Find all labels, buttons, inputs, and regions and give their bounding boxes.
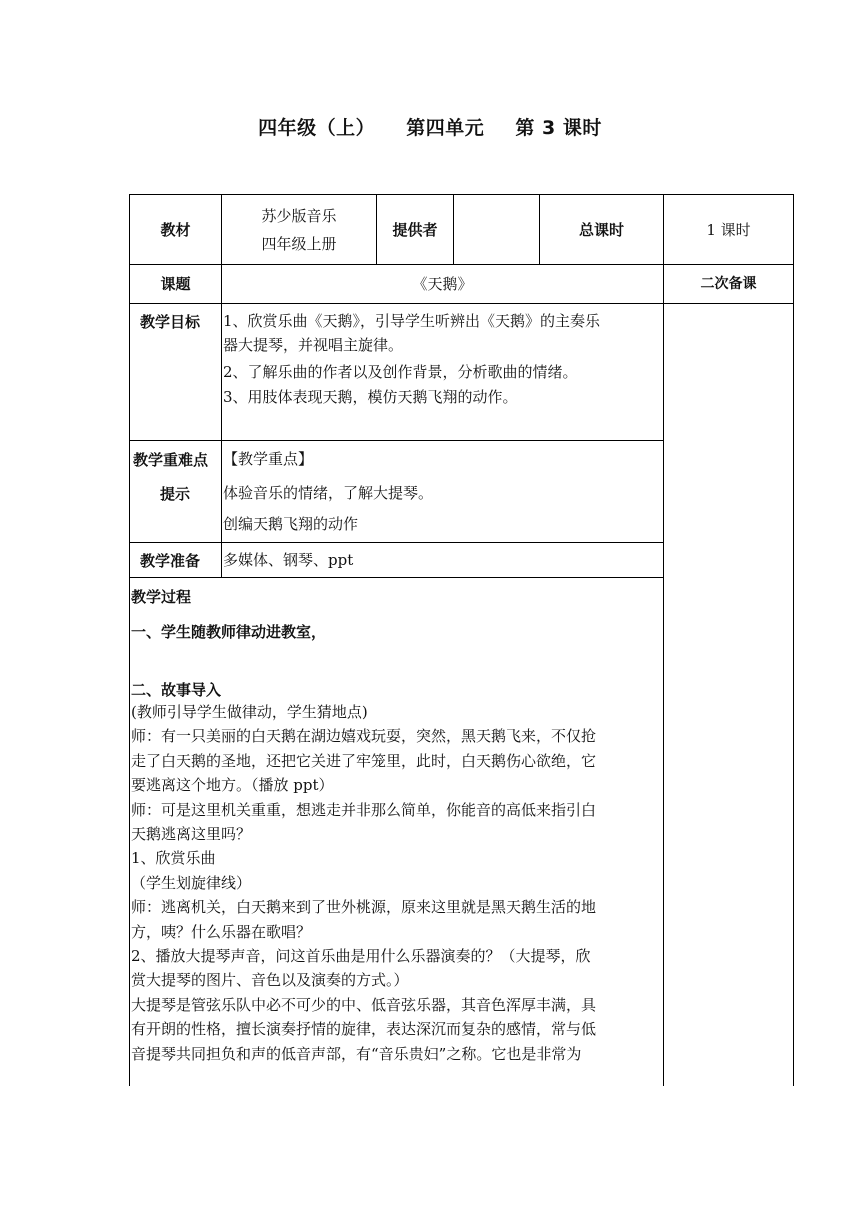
textbook-label: 教材 [160, 220, 191, 239]
textbook-value-line1: 苏少版音乐 [261, 206, 337, 225]
process-line: （学生划旋律线） [131, 873, 252, 892]
process-line: 方，咦？什么乐器在歌唱？ [131, 922, 312, 941]
process-line: 音提琴共同担负和声的低音声部，有“音乐贵妇”之称。它也是非常为 [131, 1044, 582, 1063]
process-line: (教师引导学生做律动，学生猜地点) [131, 703, 368, 721]
page-title [0, 113, 860, 140]
key-point-line: 创编天鹅飞翔的动作 [223, 515, 359, 533]
process-line: 大提琴是管弦乐队中必不可少的中、低音弦乐器，其音色浑厚丰满，具 [131, 995, 597, 1014]
topic-label: 课题 [160, 275, 191, 293]
key-points-heading: 【教学重点】 [223, 450, 314, 468]
process-line: 要逃离这个地方。（播放 ppt） [131, 776, 334, 795]
table-border-left [129, 194, 130, 1086]
table-row-line [129, 440, 664, 441]
process-step-2: 二、故事导入 [131, 681, 222, 699]
process-line: 师：可是这里机关重重，想逃走并非那么简单，你能音的高低来指引白 [131, 800, 597, 819]
process-line: 天鹅逃离这里吗？ [131, 825, 252, 844]
process-line: 师：逃离机关，白天鹅来到了世外桃源，原来这里就是黑天鹅生活的地 [131, 898, 597, 917]
process-body [131, 700, 661, 1066]
topic-value: 《天鹅》 [412, 275, 473, 293]
objective-line: 器大提琴，并视唱主旋律。 [223, 336, 404, 354]
title-unit: 第四单元 [406, 117, 485, 139]
total-hours-label: 总课时 [578, 220, 624, 239]
process-line: 1、欣赏乐曲 [131, 849, 216, 868]
process-line: 有开朗的性格，擅长演奏抒情的旋律，表达深沉而复杂的感情，常与低 [131, 1020, 597, 1039]
objective-line: 1、欣赏乐曲《天鹅》，引导学生听辨出《天鹅》的主奏乐 [223, 312, 601, 330]
textbook-value [222, 195, 376, 264]
key-points-label-hint: 提示 [160, 485, 191, 503]
process-line: 师：有一只美丽的白天鹅在湖边嬉戏玩耍，突然，黑天鹅飞来，不仅抢 [131, 727, 597, 746]
title-grade: 四年级（上） [258, 117, 376, 139]
key-points-label: 教学重难点 [133, 451, 209, 469]
process-line: 赏大提琴的图片、音色以及演奏的方式。） [131, 971, 409, 990]
preparation-label: 教学准备 [140, 552, 201, 570]
total-hours-value: 1 课时 [706, 220, 751, 239]
second-prep-label: 二次备课 [700, 276, 757, 292]
table-border-right [793, 194, 794, 1086]
process-heading: 教学过程 [131, 588, 192, 606]
table-divider-notes [663, 194, 664, 1086]
process-step-1: 一、学生随教师律动进教室， [131, 623, 327, 641]
provider-label: 提供者 [392, 220, 438, 239]
key-point-line: 体验音乐的情绪，了解大提琴。 [223, 484, 434, 502]
title-lesson: 第 3 课时 [515, 117, 602, 139]
textbook-value-line2: 四年级上册 [261, 234, 337, 253]
objective-line: 2、了解乐曲的作者以及创作背景，分析歌曲的情绪。 [223, 363, 578, 381]
provider-value [454, 195, 539, 264]
process-line: 2、播放大提琴声音，问这首乐曲是用什么乐器演奏的？（大提琴，欣 [131, 947, 591, 966]
table-row-line [129, 303, 794, 304]
process-line: 走了白天鹅的圣地，还把它关进了牢笼里，此时，白天鹅伤心欲绝，它 [131, 751, 597, 770]
table-row-line [129, 577, 664, 578]
table-row-line [129, 542, 664, 543]
preparation-value: 多媒体、钢琴、ppt [223, 551, 354, 569]
objective-line: 3、用肢体表现天鹅，模仿天鹅飞翔的动作。 [223, 388, 518, 406]
objectives-label: 教学目标 [140, 313, 201, 331]
